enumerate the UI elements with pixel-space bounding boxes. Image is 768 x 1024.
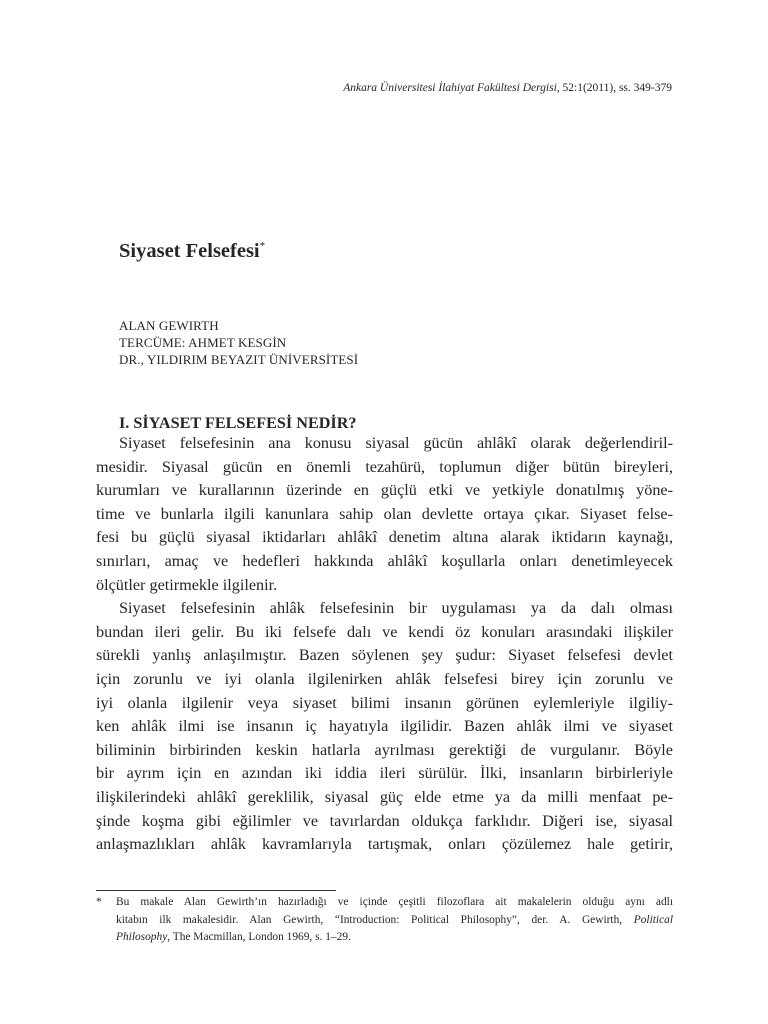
footnote-line — [96, 912, 673, 930]
body-text — [96, 432, 673, 857]
affiliation-line: DR., YILDIRIM BEYAZIT ÜNİVERSİTESİ — [119, 352, 359, 367]
body-line: sürekli yanlış anlaşılmıştır. Bazen söylenen şey şudur: Siyaset felsefesi devlet — [96, 646, 673, 665]
footnote — [96, 894, 673, 947]
body-line: mesidir. Siyasal gücün en önemli tezahürü, toplumun diğer bütün bireyleri, — [96, 457, 673, 476]
footnote-line-text: Bu makale Alan Gewirth’ın hazırladığı ve içinde çeşitli filozoflara ait makalelerin olduğu aynı adlı — [116, 896, 673, 908]
footnote-book-title: Political — [633, 913, 673, 926]
body-line: kurumları ve kurallarının üzerinde en güçlü etki ve yetkiyle donatılmış yöne- — [96, 481, 673, 500]
body-line: için zorunlu ve iyi olanla ilgilenirken ahlâk felsefesi birey için zorunlu ve — [96, 669, 673, 688]
section-heading: I. SİYASET FELSEFESİ NEDİR? — [119, 414, 357, 432]
body-line: Siyaset felsefesinin ahlâk felsefesinin bir uygulaması ya da dalı olması — [119, 599, 673, 618]
footnote-line-text: kitabın ilk makalesidir. Alan Gewirth, “Introduction: Political Philosophy”, der. A. Gewirth, — [116, 913, 634, 926]
journal-name: Ankara Üniversitesi İlahiyat Fakültesi Dergisi, — [343, 82, 560, 94]
body-line: iyi olanla ilgilenir veya siyaset bilimi insanın görünen eylemleriyle ilgiliy- — [96, 693, 673, 712]
body-line: sınırları, amaç ve hedefleri hakkında ahlâkî koşullarla onları denetimleyecek — [96, 551, 673, 570]
footnote-divider — [96, 890, 336, 891]
footnote-line — [96, 894, 673, 912]
body-line: şinde koşma gibi eğilimler ve tavırlardan oldukça farklıdır. Diğeri ise, siyasal — [96, 811, 673, 830]
footnote-line — [96, 929, 673, 947]
journal-citation: 52:1(2011), ss. 349-379 — [559, 82, 672, 94]
body-line: bundan ileri gelir. Bu iki felsefe dalı ve kendi öz konuları arasındaki ilişkiler — [96, 622, 673, 641]
footnote-book-title: Philosophy — [116, 931, 168, 943]
body-line: anlaşmazlıkları ahlâk kavramlarıyla tartışmak, onları çözülemez hale getirir, — [96, 835, 673, 854]
body-line: ken ahlâk ilmi ise insanın iç hayatıyla ilgilidir. Bazen ahlâk ilmi ve siyaset — [96, 717, 673, 736]
translator-line: TERCÜME: AHMET KESGİN — [119, 335, 287, 350]
running-header — [90, 82, 672, 94]
footnote-line-text: , The Macmillan, London 1969, s. 1–29. — [167, 931, 351, 943]
body-line: ilişkilerindeki ahlâkî gereklilik, siyasal güç elde etme ya da milli menfaat pe- — [96, 787, 673, 806]
article-title-text: Siyaset Felsefesi — [119, 240, 260, 262]
footnote-mark: * — [96, 896, 102, 908]
body-line: ölçütler getirmekle ilgilenir. — [96, 575, 278, 594]
author-name: ALAN GEWIRTH — [119, 318, 219, 333]
body-line: biliminin birbirinden keskin hatlarla ayrılması gerektiği de vurgulanır. Böyle — [96, 740, 673, 759]
title-footnote-mark: * — [259, 240, 266, 252]
article-title — [119, 240, 265, 263]
body-line: fesi bu güçlü siyasal iktidarları ahlâkî denetim altına alarak iktidarın kaynağı, — [96, 528, 673, 547]
body-line: Siyaset felsefesinin ana konusu siyasal gücün ahlâkî olarak değerlendiril- — [119, 434, 673, 452]
body-line: time ve bunlarla ilgili kanunlara sahip olan devlette ortaya çıkar. Siyaset felse- — [96, 504, 673, 523]
body-line: bir ayrım için en azından iki iddia ileri sürülür. İlki, insanların birbirleriyle — [96, 764, 673, 783]
